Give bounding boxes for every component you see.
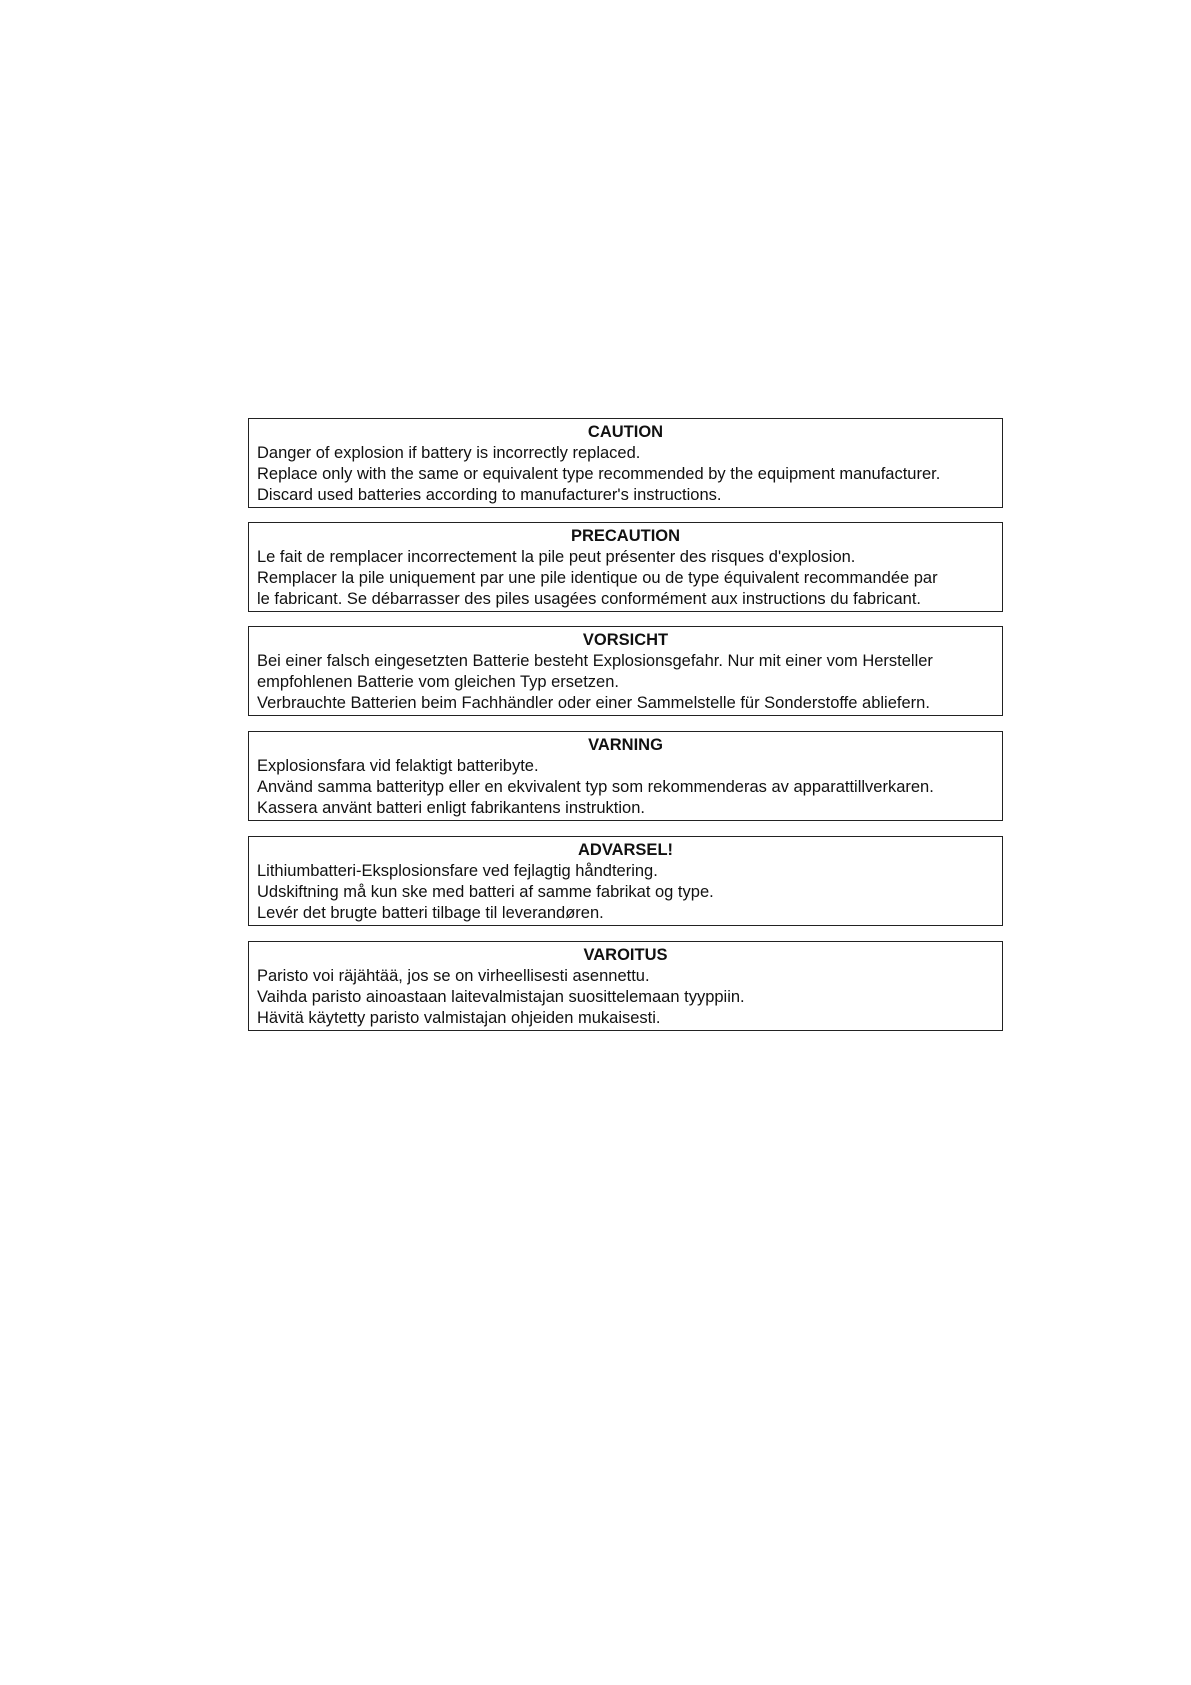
notice-line: Danger of explosion if battery is incorrectly replaced. — [257, 444, 641, 462]
notice-advarsel — [248, 836, 1003, 926]
notice-line: Bei einer falsch eingesetzten Batterie besteht Explosionsgefahr. Nur mit einer vom Hersteller — [257, 652, 933, 670]
notice-line: Lithiumbatteri-Eksplosionsfare ved fejlagtig håndtering. — [257, 862, 658, 880]
notice-line: Discard used batteries according to manufacturer's instructions. — [257, 486, 722, 504]
notice-line: Kassera använt batteri enligt fabrikantens instruktion. — [257, 799, 645, 817]
notice-line: Paristo voi räjähtää, jos se on virheellisesti asennettu. — [257, 967, 650, 985]
notice-title: VORSICHT — [582, 631, 669, 649]
notice-varning — [248, 731, 1003, 821]
notice-title: VAROITUS — [583, 946, 668, 964]
notice-title: CAUTION — [587, 423, 664, 441]
notice-line: le fabricant. Se débarrasser des piles usagées conformément aux instructions du fabricant. — [257, 590, 922, 608]
notice-line: Remplacer la pile uniquement par une pile identique ou de type équivalent recommandée par — [257, 569, 938, 587]
notice-title: VARNING — [588, 736, 663, 754]
notice-line: Använd samma batterityp eller en ekvivalent typ som rekommenderas av apparattillverkaren. — [257, 778, 934, 796]
notice-line: Levér det brugte batteri tilbage til leverandøren. — [257, 904, 604, 922]
notice-line: Vaihda paristo ainoastaan laitevalmistajan suosittelemaan tyyppiin. — [257, 988, 745, 1006]
notice-vorsicht — [248, 626, 1003, 716]
notice-line: Replace only with the same or equivalent type recommended by the equipment manufacturer. — [257, 465, 941, 483]
notice-line: Explosionsfara vid felaktigt batteribyte. — [257, 757, 539, 775]
notice-line: Udskiftning må kun ske med batteri af samme fabrikat og type. — [257, 883, 714, 901]
notice-line: Hävitä käytetty paristo valmistajan ohjeiden mukaisesti. — [257, 1009, 661, 1027]
notice-precaution — [248, 522, 1003, 612]
notice-line: empfohlenen Batterie vom gleichen Typ ersetzen. — [257, 673, 619, 691]
notice-line: Le fait de remplacer incorrectement la pile peut présenter des risques d'explosion. — [257, 548, 856, 566]
notice-line: Verbrauchte Batterien beim Fachhändler oder einer Sammelstelle für Sonderstoffe abliefern. — [257, 694, 930, 712]
notice-title: PRECAUTION — [570, 527, 681, 545]
notice-caution — [248, 418, 1003, 508]
notice-varoitus — [248, 941, 1003, 1031]
notice-title: ADVARSEL! — [577, 841, 674, 859]
